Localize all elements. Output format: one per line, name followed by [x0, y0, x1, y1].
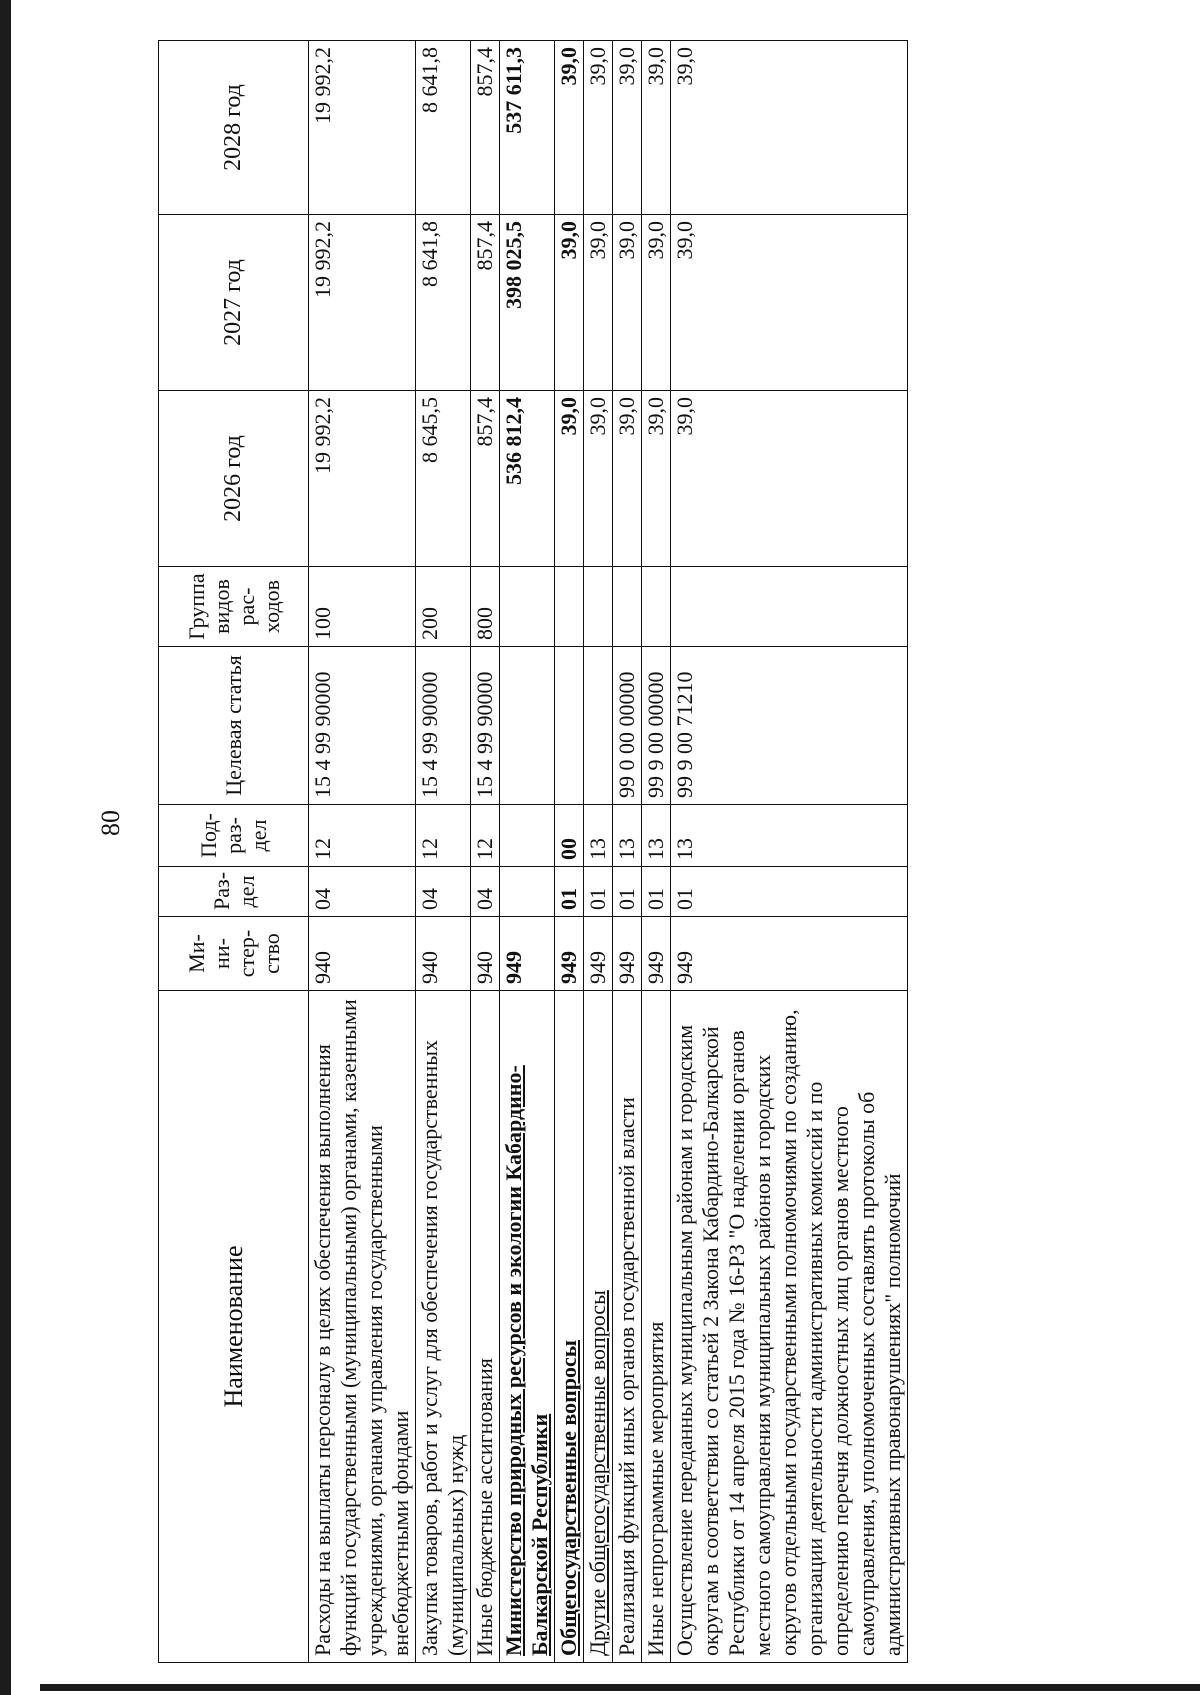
- header-2028: 2028 год: [159, 41, 309, 215]
- page-number: 80: [96, 810, 125, 836]
- row-name: Реализация функций иных органов государственной власти: [613, 991, 642, 1663]
- row-group: [642, 567, 671, 647]
- row-name: Иные непрограммные мероприятия: [642, 991, 671, 1663]
- header-ministry: Ми-ни-стер-ство: [159, 917, 309, 991]
- row-ministry: 940: [309, 917, 416, 991]
- row-2028: 39,0: [555, 41, 584, 215]
- row-subsection: 12: [309, 805, 416, 867]
- row-2028: 39,0: [642, 41, 671, 215]
- table-row: [613, 41, 642, 1663]
- row-2027: 8 641,8: [416, 215, 471, 391]
- table-row: [416, 41, 471, 1663]
- row-ministry: 949: [584, 917, 613, 991]
- row-group: [555, 567, 584, 647]
- row-2026: 39,0: [555, 391, 584, 567]
- row-ministry: 949: [555, 917, 584, 991]
- row-2026: 39,0: [642, 391, 671, 567]
- row-group: [671, 567, 908, 647]
- row-section: 01: [613, 867, 642, 917]
- row-2026: 857,4: [471, 391, 500, 567]
- row-2026: 19 992,2: [309, 391, 416, 567]
- header-subsection: Под-раз-дел: [159, 805, 309, 867]
- row-name: Другие общегосударственные вопросы: [584, 991, 613, 1663]
- scan-bottom-edge: [40, 1684, 1200, 1691]
- row-2027: 19 992,2: [309, 215, 416, 391]
- row-2028: 39,0: [584, 41, 613, 215]
- row-ministry: 949: [500, 917, 555, 991]
- row-section: 01: [584, 867, 613, 917]
- header-target: Целевая статья: [159, 647, 309, 805]
- table-row: [584, 41, 613, 1663]
- header-expense-group: Группа видов рас-ходов: [159, 567, 309, 647]
- row-subsection: 13: [613, 805, 642, 867]
- row-ministry: 940: [416, 917, 471, 991]
- row-subsection: 13: [671, 805, 908, 867]
- row-target: [555, 647, 584, 805]
- table-row: [671, 41, 908, 1663]
- row-ministry: 940: [471, 917, 500, 991]
- row-section: 04: [471, 867, 500, 917]
- row-section: 04: [416, 867, 471, 917]
- row-2026: 39,0: [584, 391, 613, 567]
- table-row: [471, 41, 500, 1663]
- rotated-page-content: [158, 41, 1068, 1663]
- row-subsection: 13: [642, 805, 671, 867]
- row-section: 04: [309, 867, 416, 917]
- table-row: [555, 41, 584, 1663]
- table-row: [500, 41, 555, 1663]
- table-row: [642, 41, 671, 1663]
- row-group: [584, 567, 613, 647]
- row-name: Расходы на выплаты персоналу в целях обеспечения выполнения функций государственными (муниципальными) органами, казенными учреждениями, органами управления государственными внебюджетными фондами: [309, 991, 416, 1663]
- row-target: [500, 647, 555, 805]
- row-target: 99 9 00 71210: [671, 647, 908, 805]
- row-group: 100: [309, 567, 416, 647]
- row-target: 15 4 99 90000: [416, 647, 471, 805]
- row-2028: 8 641,8: [416, 41, 471, 215]
- row-target: 99 9 00 00000: [642, 647, 671, 805]
- row-section: 01: [642, 867, 671, 917]
- row-subsection: [500, 805, 555, 867]
- row-subsection: 13: [584, 805, 613, 867]
- row-2026: 8 645,5: [416, 391, 471, 567]
- row-2028: 537 611,3: [500, 41, 555, 215]
- row-subsection: 00: [555, 805, 584, 867]
- row-subsection: 12: [416, 805, 471, 867]
- row-2027: 398 025,5: [500, 215, 555, 391]
- row-group: 800: [471, 567, 500, 647]
- row-group: 200: [416, 567, 471, 647]
- row-target: 15 4 99 90000: [471, 647, 500, 805]
- row-2028: 39,0: [671, 41, 908, 215]
- row-ministry: 949: [642, 917, 671, 991]
- row-ministry: 949: [613, 917, 642, 991]
- header-2026: 2026 год: [159, 391, 309, 567]
- row-name: Иные бюджетные ассигнования: [471, 991, 500, 1663]
- row-2027: 39,0: [613, 215, 642, 391]
- row-name: Закупка товаров, работ и услуг для обеспечения государственных (муниципальных) нужд: [416, 991, 471, 1663]
- row-2027: 39,0: [555, 215, 584, 391]
- row-subsection: 12: [471, 805, 500, 867]
- header-name: Наименование: [159, 991, 309, 1663]
- row-2027: 39,0: [671, 215, 908, 391]
- row-2027: 39,0: [584, 215, 613, 391]
- budget-table: [158, 40, 908, 1663]
- scan-left-edge: [0, 0, 11, 1695]
- row-target: [584, 647, 613, 805]
- row-group: [613, 567, 642, 647]
- row-2026: 39,0: [671, 391, 908, 567]
- row-name: Министерство природных ресурсов и экологии Кабардино-Балкарской Республики: [500, 991, 555, 1663]
- row-2027: 39,0: [642, 215, 671, 391]
- table-row: [309, 41, 416, 1663]
- row-section: 01: [671, 867, 908, 917]
- row-2026: 536 812,4: [500, 391, 555, 567]
- row-target: 15 4 99 90000: [309, 647, 416, 805]
- row-2027: 857,4: [471, 215, 500, 391]
- row-section: [500, 867, 555, 917]
- header-2027: 2027 год: [159, 215, 309, 391]
- table-header-row: [159, 41, 309, 1663]
- row-2028: 39,0: [613, 41, 642, 215]
- header-section: Раз-дел: [159, 867, 309, 917]
- row-2026: 39,0: [613, 391, 642, 567]
- row-target: 99 0 00 00000: [613, 647, 642, 805]
- row-2028: 857,4: [471, 41, 500, 215]
- row-section: 01: [555, 867, 584, 917]
- row-ministry: 949: [671, 917, 908, 991]
- row-2028: 19 992,2: [309, 41, 416, 215]
- row-name: Осуществление переданных муниципальным районам и городским округам в соответствии со статьей 2 Закона Кабардино-Балкарской Республики от 14 апреля 2015 года № 16-РЗ "О наделении органов местного самоуправления муниципальных районов и городских округов отдельными государственными полномочиями по созданию, организации деятельности административных комиссий и по определению перечня должностных лиц органов местного самоуправления, уполномоченных составлять протоколы об административных правонарушениях" полномочий: [671, 991, 908, 1663]
- row-group: [500, 567, 555, 647]
- row-name: Общегосударственные вопросы: [555, 991, 584, 1663]
